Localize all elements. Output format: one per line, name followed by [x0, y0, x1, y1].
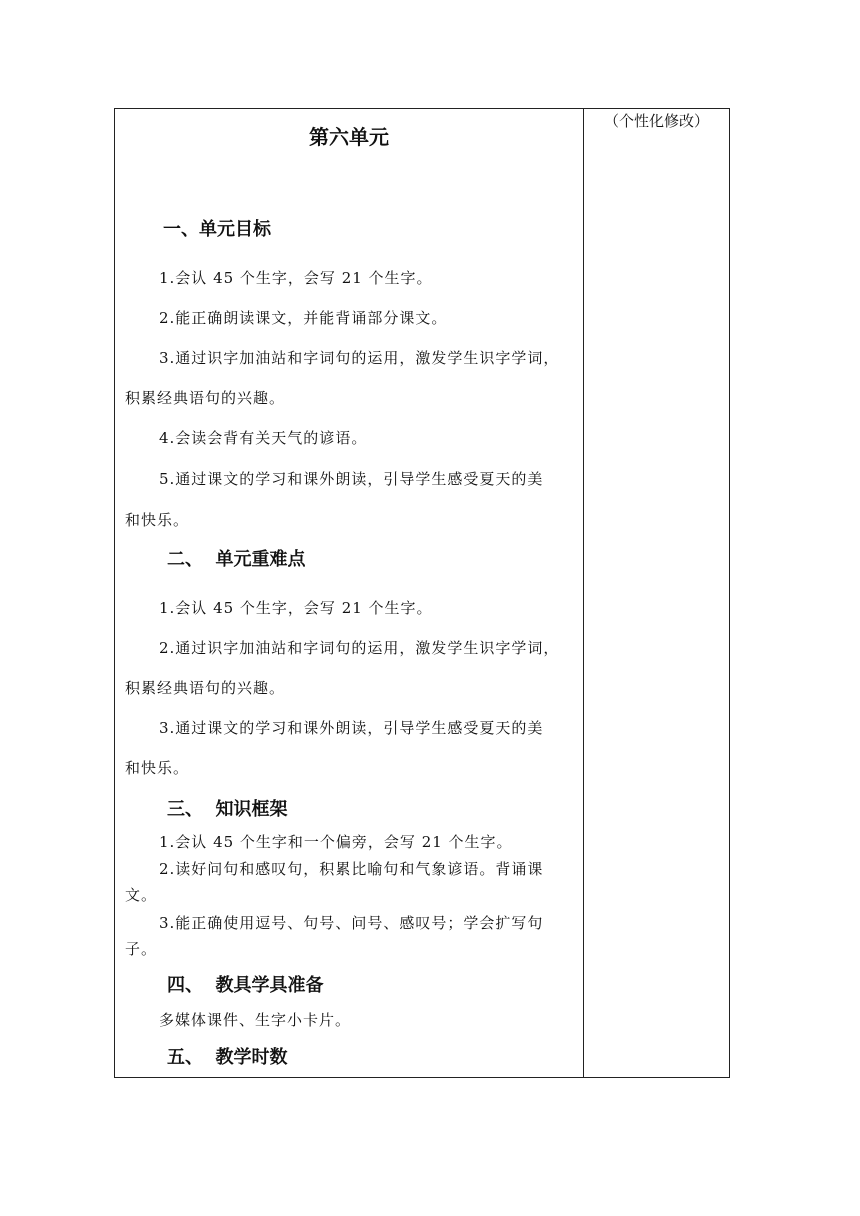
personalized-edit-header: （个性化修改）: [603, 112, 709, 130]
key-point-item: 2.通过识字加油站和字词句的运用，激发学生识字学词，: [159, 639, 560, 657]
goal-item: 3.通过识字加油站和字词句的运用，激发学生识字学词，: [159, 349, 560, 367]
column-divider: [583, 109, 584, 1077]
section-heading-key-points: 二、 单元重难点: [167, 549, 306, 570]
section-heading-goals: 一、单元目标: [163, 219, 271, 240]
key-point-item: 3.通过课文的学习和课外朗读，引导学生感受夏天的美: [159, 719, 544, 737]
goal-item-continued: 积累经典语句的兴趣。: [125, 389, 286, 407]
goal-item: 2.能正确朗读课文，并能背诵部分课文。: [159, 309, 448, 327]
framework-item-continued: 子。: [125, 940, 158, 958]
key-point-item-continued: 和快乐。: [125, 759, 190, 777]
main-column: [115, 109, 583, 1077]
tools-text: 多媒体课件、生字小卡片。: [159, 1011, 352, 1029]
goal-item: 4.会读会背有关天气的谚语。: [159, 429, 368, 447]
key-point-item-continued: 积累经典语句的兴趣。: [125, 679, 286, 697]
section-heading-tools: 四、 教具学具准备: [167, 975, 324, 996]
section-heading-framework: 三、 知识框架: [167, 799, 288, 820]
framework-item: 1.会认 45 个生字和一个偏旁，会写 21 个生字。: [159, 833, 513, 851]
framework-item: 2.读好问句和感叹句，积累比喻句和气象谚语。背诵课: [159, 860, 544, 878]
goal-item: 5.通过课文的学习和课外朗读，引导学生感受夏天的美: [159, 470, 544, 488]
lesson-plan-table: [114, 108, 730, 1078]
page-title: 第六单元: [309, 125, 389, 149]
framework-item-continued: 文。: [125, 886, 158, 904]
goal-item-continued: 和快乐。: [125, 511, 190, 529]
framework-item: 3.能正确使用逗号、句号、问号、感叹号；学会扩写句: [159, 914, 544, 932]
goal-item: 1.会认 45 个生字，会写 21 个生字。: [159, 269, 433, 287]
key-point-item: 1.会认 45 个生字，会写 21 个生字。: [159, 599, 433, 617]
section-heading-hours: 五、 教学时数: [167, 1047, 288, 1068]
